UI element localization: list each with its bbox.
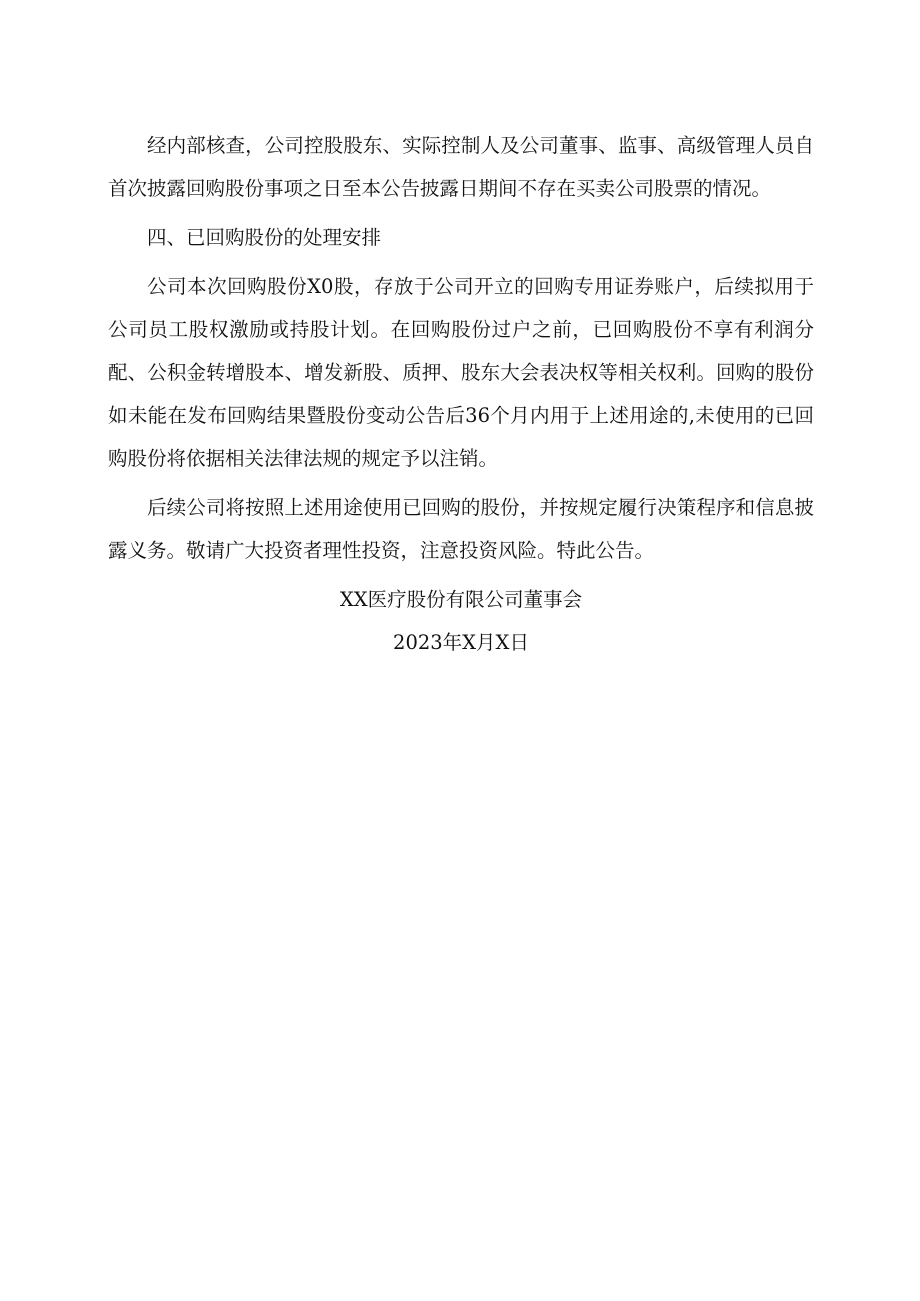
- verification-paragraph: 经内部核查，公司控股股东、实际控制人及公司董事、监事、高级管理人员自首次披露回购股份事项之日至本公告披露日期间不存在买卖公司股票的情况。: [108, 134, 814, 200]
- signature-company: XX医疗股份有限公司董事会: [339, 588, 583, 611]
- document-body: [108, 124, 814, 664]
- section-heading: 四、已回购股份的处理安排: [147, 226, 382, 249]
- repurchase-arrangement-paragraph: 公司本次回购股份X0股，存放于公司开立的回购专用证券账户，后续拟用于公司员工股权激励或持股计划。在回购股份过户之前，已回购股份不享有利润分配、公积金转增股本、增发新股、质押、股东大会表决权等相关权利。回购的股份如未能在发布回购结果暨股份变动公告后36个月内用于上述用途的,未使用的已回购股份将依据相关法律法规的规定予以注销。: [108, 275, 814, 470]
- follow-up-paragraph: 后续公司将按照上述用途使用已回购的股份，并按规定履行决策程序和信息披露义务。敬请广大投资者理性投资，注意投资风险。特此公告。: [108, 496, 814, 562]
- signature-date: 2023年X月X日: [393, 631, 529, 654]
